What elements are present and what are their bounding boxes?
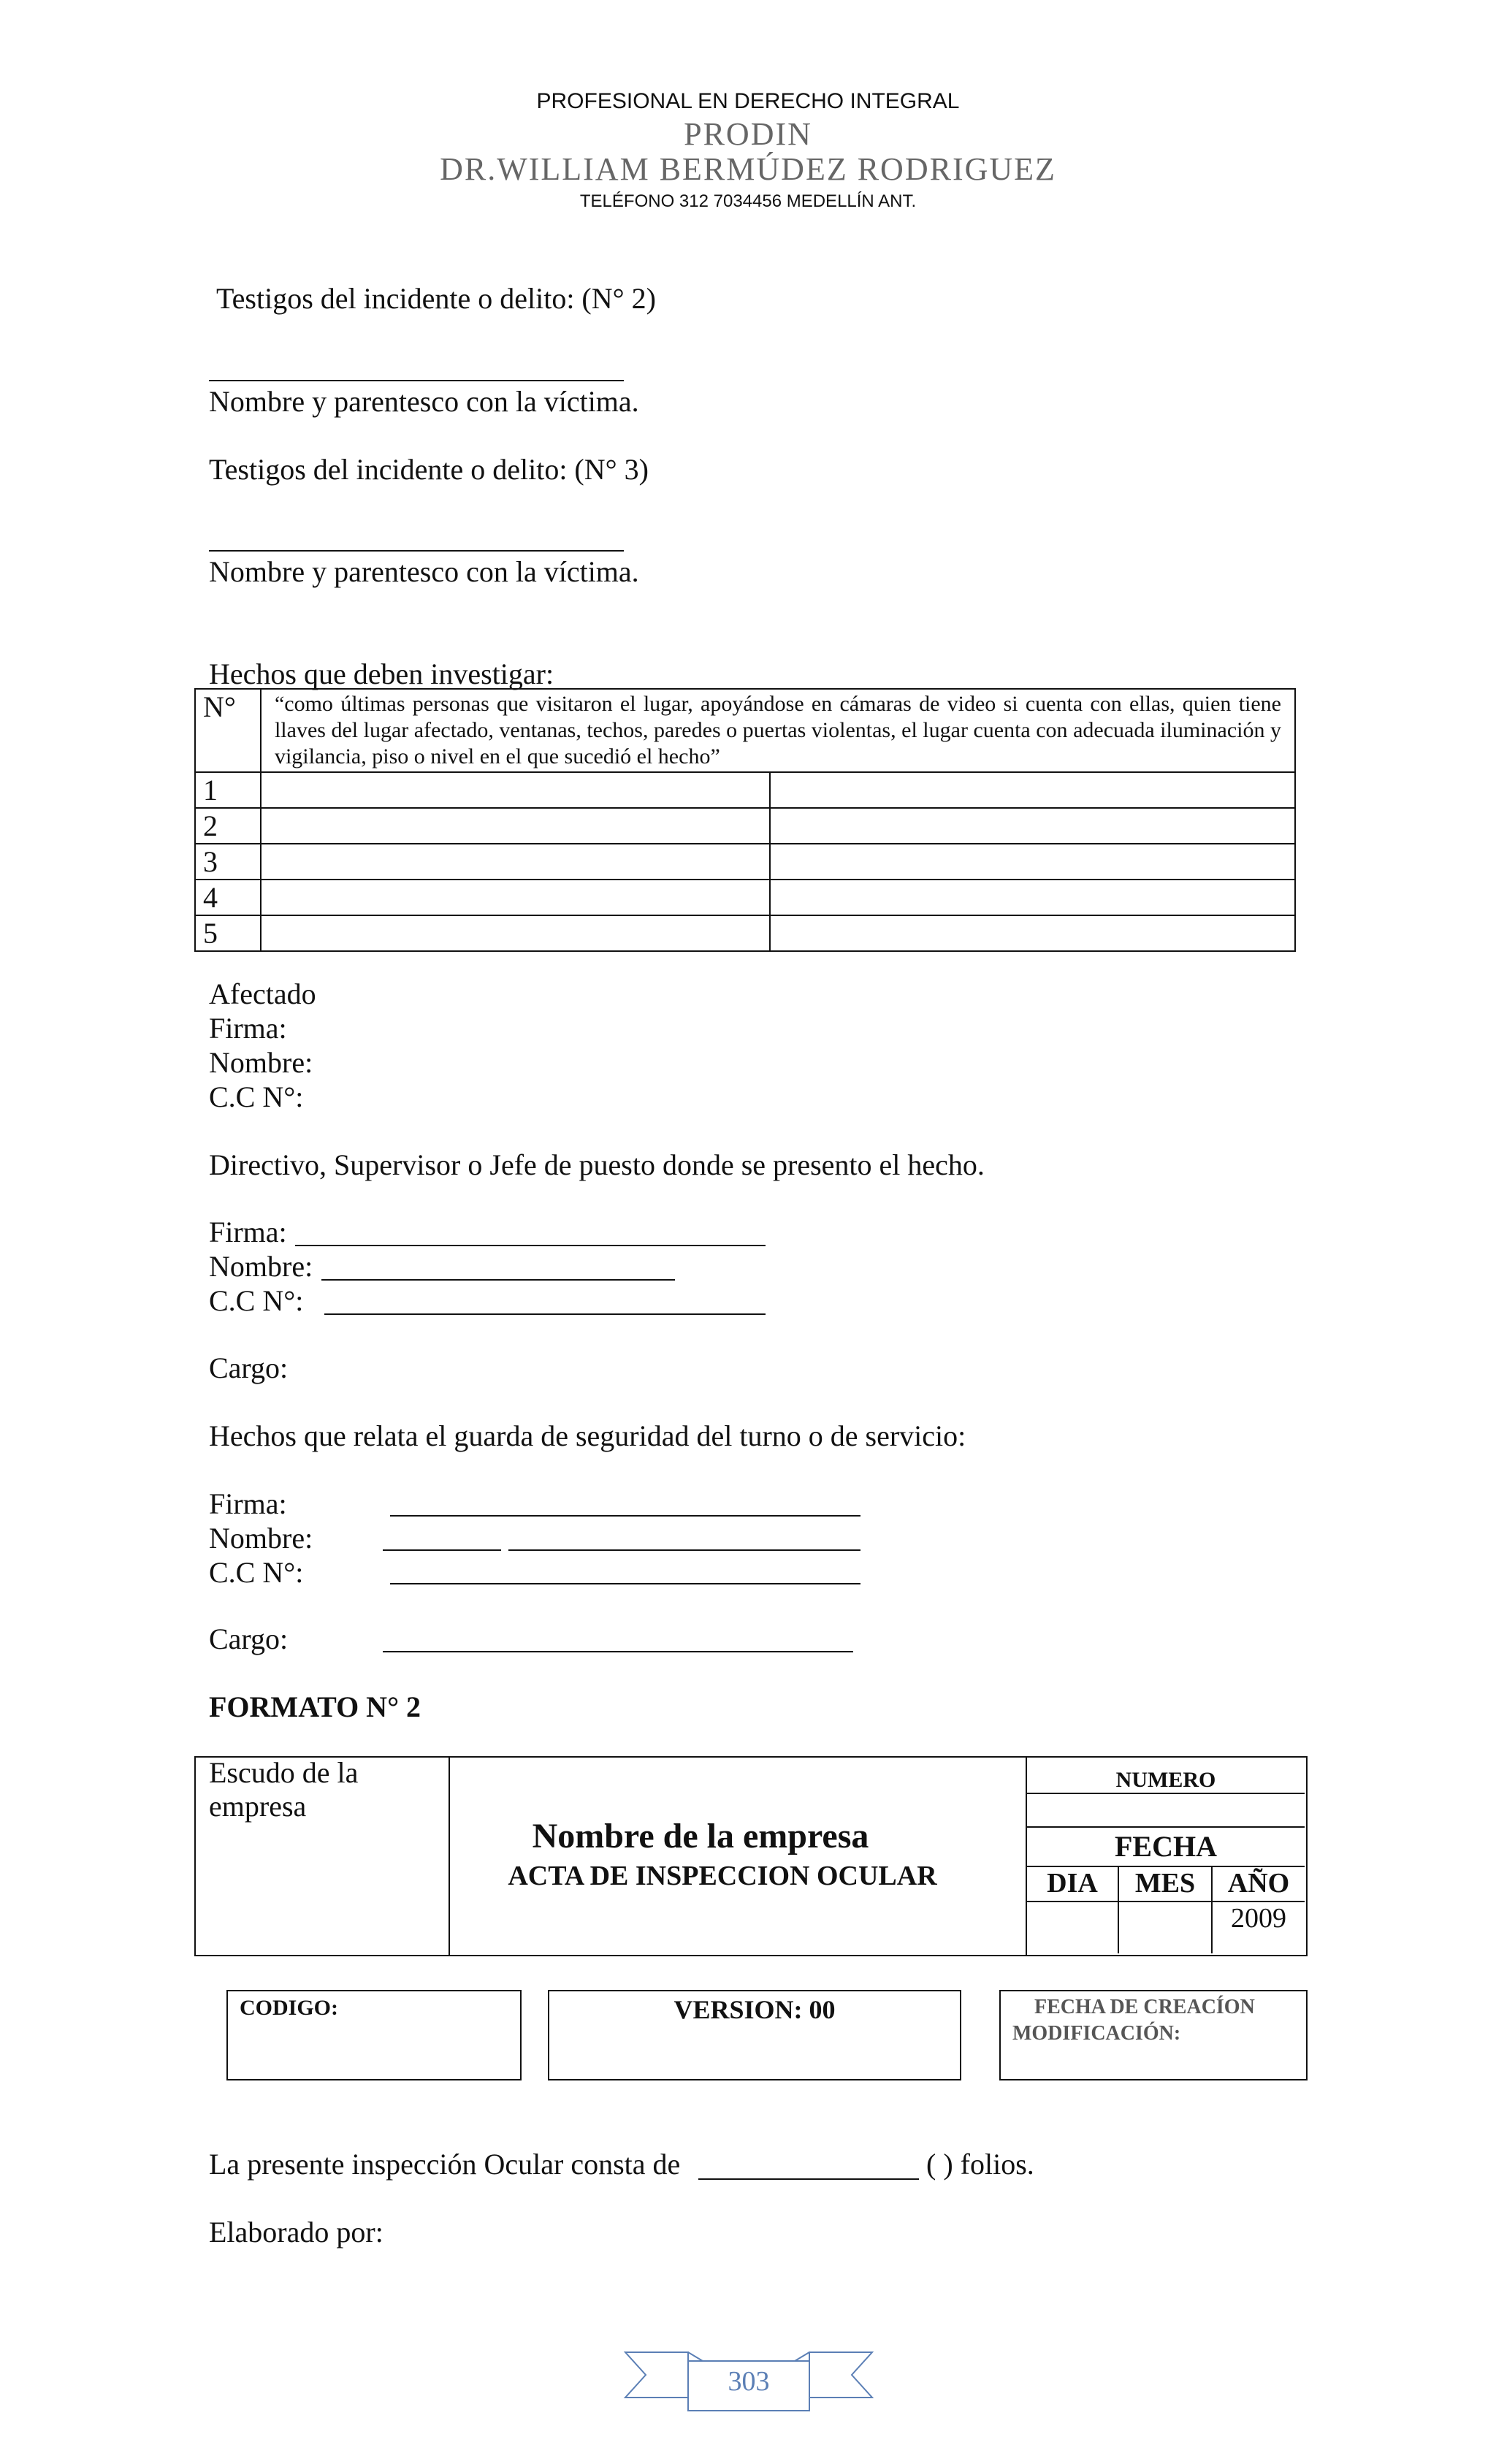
modificacion-label: MODIFICACIÓN:	[1012, 2022, 1181, 2045]
witness-3-title: Testigos del incidente o delito: (N° 3)	[209, 453, 649, 486]
company-shield-label: Escudo de la empresa	[209, 1756, 359, 1823]
mes-label: MES	[1134, 1868, 1196, 1899]
witness-3-caption: Nombre y parentesco con la víctima.	[209, 555, 639, 588]
dia-label: DIA	[1047, 1868, 1098, 1899]
header-phone: TELÉFONO 312 7034456 MEDELLÍN ANT.	[579, 191, 917, 211]
numero-label: NUMERO	[1115, 1768, 1216, 1792]
fecha-creacion-label: FECHA DE CREACÍON	[1034, 1996, 1255, 2018]
witness-2-title: Testigos del incidente o delito: (N° 2)	[216, 282, 656, 315]
cell-fact[interactable]	[261, 772, 770, 808]
directive-nombre-blank[interactable]	[321, 1279, 675, 1281]
row-number: 1	[195, 772, 261, 808]
affected-cc-label: C.C N°:	[209, 1080, 304, 1113]
company-name: Nombre de la empresa	[532, 1817, 869, 1855]
guard-nombre-label: Nombre:	[209, 1522, 313, 1555]
folios-paren: ( ) folios.	[926, 2148, 1034, 2181]
guard-firma-blank[interactable]	[390, 1515, 860, 1517]
header-firm-name: PRODIN	[684, 116, 812, 152]
fecha-label: FECHA	[1115, 1830, 1217, 1863]
facts-table	[194, 688, 1296, 952]
facts-instructions: “como últimas personas que visitaron el lugar, apoyándose en cámaras de video si cuenta con ellas, quien tiene llaves del lugar afectado, ventanas, techos, paredes o puertas violentas, el lugar cuenta con adecuada iluminación y vigilancia, piso o nivel en el que sucedió el hecho”	[261, 689, 1295, 772]
cell-detail[interactable]	[770, 808, 1295, 844]
fecha-creacion-box	[999, 1990, 1308, 2080]
guard-firma-label: Firma:	[209, 1487, 287, 1520]
table-row	[195, 844, 1295, 880]
cell-detail[interactable]	[770, 772, 1295, 808]
version-box	[548, 1990, 961, 2080]
affected-title: Afectado	[209, 977, 316, 1010]
version-label: VERSION: 00	[673, 1995, 836, 2024]
directive-title: Directivo, Supervisor o Jefe de puesto donde se presento el hecho.	[209, 1148, 985, 1181]
facts-title: Hechos que deben investigar:	[209, 657, 554, 690]
directive-nombre-label: Nombre:	[209, 1250, 313, 1283]
header-firm-type: PROFESIONAL EN DERECHO INTEGRAL	[536, 89, 960, 113]
directive-firma-blank[interactable]	[295, 1245, 766, 1246]
year-value: 2009	[1231, 1903, 1286, 1934]
witness-2-blank	[209, 380, 624, 381]
formato-title: FORMATO N° 2	[209, 1690, 421, 1723]
table-row	[195, 808, 1295, 844]
guard-cargo-label: Cargo:	[209, 1622, 289, 1655]
guard-cc-label: C.C N°:	[209, 1556, 304, 1589]
elaborado-label: Elaborado por:	[209, 2216, 383, 2249]
cell-fact[interactable]	[261, 808, 770, 844]
facts-header-row	[195, 689, 1295, 772]
table-row	[195, 880, 1295, 915]
directive-cc-blank[interactable]	[324, 1313, 766, 1315]
cell-fact[interactable]	[261, 844, 770, 880]
grid-line-1	[1027, 1793, 1305, 1794]
guard-cargo-blank[interactable]	[383, 1651, 853, 1652]
codigo-box[interactable]	[226, 1990, 522, 2080]
guard-title: Hechos que relata el guarda de seguridad del turno o de servicio:	[209, 1419, 966, 1452]
acta-title: ACTA DE INSPECCION OCULAR	[508, 1861, 937, 1891]
cell-fact[interactable]	[261, 915, 770, 951]
row-number: 5	[195, 915, 261, 951]
witness-2-caption: Nombre y parentesco con la víctima.	[209, 385, 639, 418]
table-row	[195, 915, 1295, 951]
cell-fact[interactable]	[261, 880, 770, 915]
row-number: 3	[195, 844, 261, 880]
cell-detail[interactable]	[770, 844, 1295, 880]
witness-3-blank	[209, 550, 624, 552]
guard-cc-blank[interactable]	[390, 1583, 860, 1584]
header-lawyer-name: DR.WILLIAM BERMÚDEZ RODRIGUEZ	[440, 151, 1056, 187]
affected-nombre-label: Nombre:	[209, 1046, 313, 1079]
cell-detail[interactable]	[770, 915, 1295, 951]
guard-nombre-blank-1[interactable]	[383, 1549, 501, 1551]
folios-blank[interactable]	[698, 2178, 919, 2180]
facts-col-n: N°	[195, 689, 261, 772]
codigo-label: CODIGO:	[240, 1996, 338, 2020]
table-row	[195, 772, 1295, 808]
cell-detail[interactable]	[770, 880, 1295, 915]
ano-label: AÑO	[1227, 1868, 1290, 1899]
grid-line-2	[1027, 1826, 1305, 1828]
affected-firma-label: Firma:	[209, 1012, 287, 1045]
directive-cc-label: C.C N°:	[209, 1284, 304, 1317]
folios-text: La presente inspección Ocular consta de	[209, 2148, 681, 2181]
row-number: 2	[195, 808, 261, 844]
row-number: 4	[195, 880, 261, 915]
directive-cargo-label: Cargo:	[209, 1351, 289, 1384]
page-number: 303	[728, 2366, 770, 2397]
guard-nombre-blank-2[interactable]	[508, 1549, 860, 1551]
directive-firma-label: Firma:	[209, 1216, 287, 1248]
